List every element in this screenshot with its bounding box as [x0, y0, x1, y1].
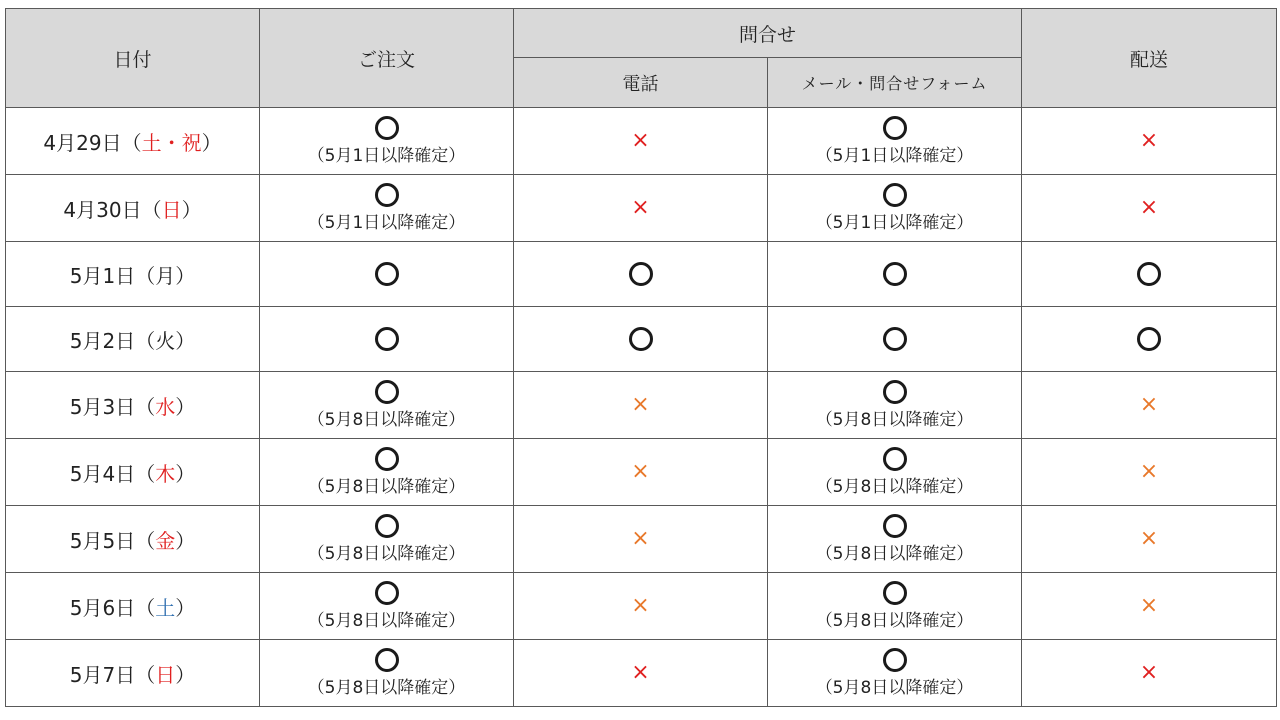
circle-mark-icon	[883, 648, 907, 672]
mail-cell	[768, 506, 1022, 573]
date-text: 5月1日（	[69, 263, 156, 288]
cross-mark-icon: ×	[631, 660, 650, 685]
cross-mark-icon: ×	[631, 593, 650, 618]
confirm-note: （5月8日以降確定）	[307, 544, 466, 564]
delivery-cell	[1022, 175, 1277, 242]
confirm-note: （5月1日以降確定）	[815, 146, 974, 166]
weekday-text: 土	[155, 595, 176, 620]
confirm-note: （5月1日以降確定）	[307, 146, 466, 166]
cross-mark-icon: ×	[1139, 195, 1159, 220]
cross-mark-icon: ×	[1139, 526, 1159, 551]
circle-mark-icon	[375, 447, 399, 471]
date-cell	[6, 372, 260, 439]
circle-mark-icon	[375, 327, 399, 351]
delivery-cell	[1022, 640, 1277, 707]
cross-mark-icon: ×	[631, 128, 650, 153]
header-order: ご注文	[260, 9, 514, 108]
date-text: 5月2日（	[69, 328, 156, 353]
confirm-note: （5月8日以降確定）	[815, 611, 974, 631]
date-cell	[6, 242, 260, 307]
cross-mark-icon: ×	[631, 459, 650, 484]
order-cell	[260, 640, 514, 707]
table-row	[6, 439, 1277, 506]
mail-cell	[768, 175, 1022, 242]
delivery-cell	[1022, 372, 1277, 439]
circle-mark-icon	[883, 262, 907, 286]
order-cell	[260, 573, 514, 640]
date-cell	[6, 640, 260, 707]
date-close: ）	[175, 328, 196, 353]
phone-cell	[514, 242, 768, 307]
delivery-cell	[1022, 108, 1277, 175]
circle-mark-icon	[883, 116, 907, 140]
circle-mark-icon	[375, 514, 399, 538]
mail-cell	[768, 573, 1022, 640]
circle-mark-icon	[883, 183, 907, 207]
phone-cell	[514, 372, 768, 439]
circle-mark-icon	[1137, 262, 1161, 286]
circle-mark-icon	[883, 514, 907, 538]
date-close: ）	[175, 394, 196, 419]
weekday-text: 火	[155, 328, 176, 353]
phone-cell	[514, 506, 768, 573]
delivery-cell	[1022, 573, 1277, 640]
date-close: ）	[181, 197, 202, 222]
delivery-cell	[1022, 242, 1277, 307]
date-cell	[6, 307, 260, 372]
date-text: 5月4日（	[69, 461, 156, 486]
confirm-note: （5月8日以降確定）	[307, 678, 466, 698]
date-close: ）	[175, 595, 196, 620]
order-cell	[260, 175, 514, 242]
delivery-cell	[1022, 307, 1277, 372]
cross-mark-icon: ×	[631, 526, 650, 551]
phone-cell	[514, 108, 768, 175]
order-cell	[260, 506, 514, 573]
date-text: 5月5日（	[69, 528, 156, 553]
cross-mark-icon: ×	[1139, 392, 1159, 417]
date-cell	[6, 506, 260, 573]
table-row	[6, 175, 1277, 242]
circle-mark-icon	[883, 581, 907, 605]
schedule-rows	[6, 108, 1277, 707]
date-cell	[6, 573, 260, 640]
weekday-text: 土・祝	[141, 130, 202, 155]
holiday-schedule-table	[5, 8, 1277, 707]
circle-mark-icon	[883, 327, 907, 351]
circle-mark-icon	[375, 581, 399, 605]
phone-cell	[514, 307, 768, 372]
phone-cell	[514, 175, 768, 242]
order-cell	[260, 242, 514, 307]
order-cell	[260, 439, 514, 506]
circle-mark-icon	[1137, 327, 1161, 351]
confirm-note: （5月8日以降確定）	[307, 477, 466, 497]
mail-cell	[768, 307, 1022, 372]
date-text: 5月6日（	[69, 595, 156, 620]
circle-mark-icon	[629, 327, 653, 351]
table-row	[6, 242, 1277, 307]
table-row	[6, 506, 1277, 573]
date-close: ）	[175, 662, 196, 687]
table-row	[6, 372, 1277, 439]
circle-mark-icon	[629, 262, 653, 286]
confirm-note: （5月8日以降確定）	[815, 410, 974, 430]
confirm-note: （5月1日以降確定）	[815, 213, 974, 233]
phone-cell	[514, 439, 768, 506]
mail-cell	[768, 372, 1022, 439]
date-text: 5月3日（	[69, 394, 156, 419]
cross-mark-icon: ×	[1139, 593, 1159, 618]
weekday-text: 金	[155, 528, 176, 553]
date-close: ）	[175, 528, 196, 553]
date-cell	[6, 439, 260, 506]
order-cell	[260, 108, 514, 175]
table-row	[6, 573, 1277, 640]
circle-mark-icon	[375, 380, 399, 404]
cross-mark-icon: ×	[631, 195, 650, 220]
header-delivery: 配送	[1022, 9, 1277, 108]
circle-mark-icon	[375, 183, 399, 207]
weekday-text: 月	[155, 263, 176, 288]
confirm-note: （5月8日以降確定）	[815, 544, 974, 564]
date-close: ）	[175, 263, 196, 288]
phone-cell	[514, 640, 768, 707]
delivery-cell	[1022, 506, 1277, 573]
mail-cell	[768, 439, 1022, 506]
circle-mark-icon	[375, 262, 399, 286]
phone-cell	[514, 573, 768, 640]
header-mail-form: メール・問合せフォーム	[768, 58, 1022, 108]
date-cell	[6, 108, 260, 175]
confirm-note: （5月8日以降確定）	[815, 678, 974, 698]
delivery-cell	[1022, 439, 1277, 506]
table-row	[6, 108, 1277, 175]
header-inquiry: 問合せ	[514, 9, 1022, 58]
date-text: 4月29日（	[43, 130, 142, 155]
schedule-table-wrapper	[5, 8, 1277, 707]
mail-cell	[768, 108, 1022, 175]
date-close: ）	[201, 130, 222, 155]
table-row	[6, 640, 1277, 707]
confirm-note: （5月8日以降確定）	[815, 477, 974, 497]
circle-mark-icon	[883, 380, 907, 404]
cross-mark-icon: ×	[1139, 459, 1159, 484]
weekday-text: 日	[161, 197, 182, 222]
confirm-note: （5月1日以降確定）	[307, 213, 466, 233]
date-close: ）	[175, 461, 196, 486]
mail-cell	[768, 640, 1022, 707]
circle-mark-icon	[375, 648, 399, 672]
circle-mark-icon	[375, 116, 399, 140]
order-cell	[260, 307, 514, 372]
date-text: 5月7日（	[69, 662, 156, 687]
circle-mark-icon	[883, 447, 907, 471]
header-date: 日付	[6, 9, 260, 108]
order-cell	[260, 372, 514, 439]
weekday-text: 日	[155, 662, 176, 687]
cross-mark-icon: ×	[1139, 128, 1159, 153]
confirm-note: （5月8日以降確定）	[307, 611, 466, 631]
header-phone: 電話	[514, 58, 768, 108]
date-cell	[6, 175, 260, 242]
cross-mark-icon: ×	[1139, 660, 1159, 685]
confirm-note: （5月8日以降確定）	[307, 410, 466, 430]
mail-cell	[768, 242, 1022, 307]
weekday-text: 木	[155, 461, 176, 486]
cross-mark-icon: ×	[631, 392, 650, 417]
date-text: 4月30日（	[63, 197, 162, 222]
table-row	[6, 307, 1277, 372]
weekday-text: 水	[155, 394, 176, 419]
